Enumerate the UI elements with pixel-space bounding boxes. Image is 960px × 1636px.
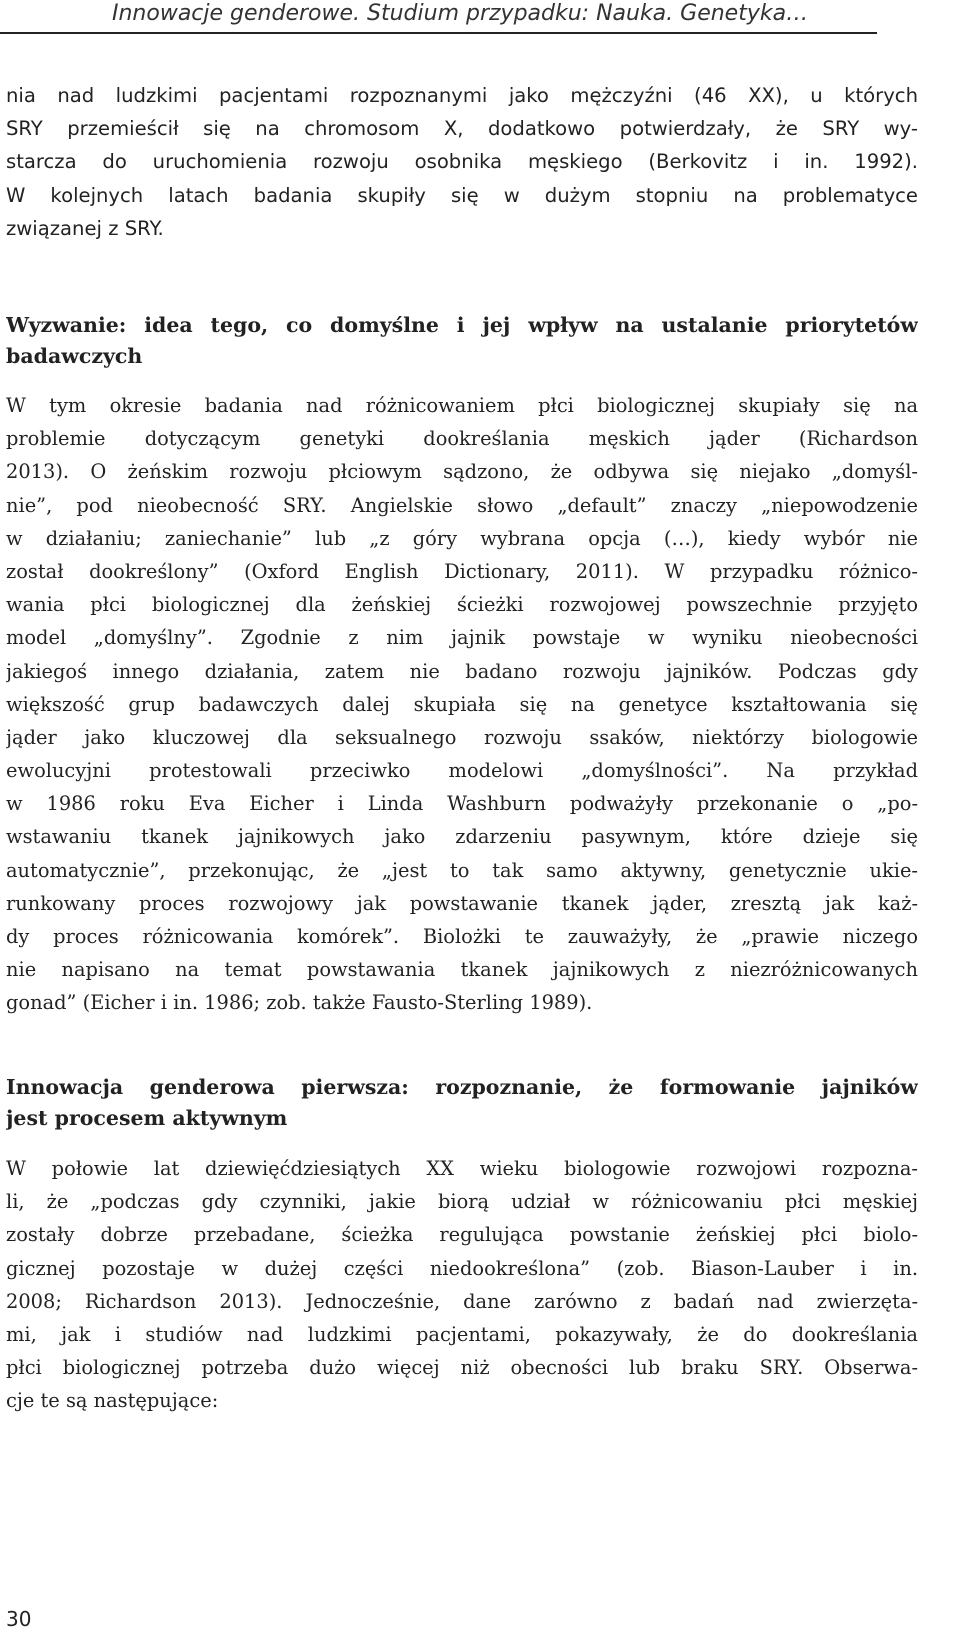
text-line: nie”, pod nieobecność SRY. Angielskie słowo „default” znaczy „niepowodzenie xyxy=(6,493,918,517)
text-line: W połowie lat dziewięćdziesiątych XX wieku biologowie rozwojowi rozpozna- xyxy=(6,1157,918,1180)
text-line: płci biologicznej potrzeba dużo więcej niż obecności lub braku SRY. Obserwa- xyxy=(6,1356,918,1380)
text-line: jąder jako kluczowej dla seksualnego rozwoju ssaków, niektórzy biologowie xyxy=(6,725,918,749)
heading-line: badawczych xyxy=(6,344,143,368)
text-line: runkowany proces rozwojowy jak powstawanie tkanek jąder, zresztą jak każ- xyxy=(6,891,918,915)
text-line: W kolejnych latach badania skupiły się w dużym stopniu na problematyce xyxy=(6,183,918,207)
text-line: SRY przemieścił się na chromosom X, dodatkowo potwierdzały, że SRY wy- xyxy=(6,117,918,141)
heading-line: jest procesem aktywnym xyxy=(6,1106,288,1130)
heading-line: Innowacja genderowa pierwsza: rozpoznanie, że formowanie jajników xyxy=(6,1075,918,1099)
text-line: nie napisano na temat powstawania tkanek jajnikowych z niezróżnicowanych xyxy=(6,958,918,982)
text-line: li, że „podczas gdy czynniki, jakie biorą udział w różnicowaniu płci męskiej xyxy=(6,1190,918,1214)
text-line: starcza do uruchomienia rozwoju osobnika męskiego (Berkovitz i in. 1992). xyxy=(6,150,918,174)
section-body-challenge xyxy=(6,389,918,1020)
text-line: 2008; Richardson 2013). Jednocześnie, dane zarówno z badań nad zwierzęta- xyxy=(6,1289,918,1313)
text-line: ewolucyjni protestowali przeciwko modelowi „domyślności”. Na przykład xyxy=(6,759,918,783)
text-line: zostały dobrze przebadane, ścieżka regulująca powstanie żeńskiej płci biolo- xyxy=(6,1223,918,1247)
text-line: w 1986 roku Eva Eicher i Linda Washburn podważyły przekonanie o „po- xyxy=(6,792,918,816)
text-line: mi, jak i studiów nad ludzkimi pacjentami, pokazywały, że do dookreślania xyxy=(6,1322,918,1346)
text-line: wstawaniu tkanek jajnikowych jako zdarzeniu pasywnym, które dzieje się xyxy=(6,825,918,849)
text-line: model „domyślny”. Zgodnie z nim jajnik powstaje w wyniku nieobecności xyxy=(6,626,918,650)
text-line: większość grup badawczych dalej skupiała się na genetyce kształtowania się xyxy=(6,692,918,716)
text-line: W tym okresie badania nad różnicowaniem płci biologicznej skupiały się na xyxy=(6,394,918,417)
text-line: nia nad ludzkimi pacjentami rozpoznanymi jako mężczyźni (46 XX), u których xyxy=(6,84,918,107)
section-body-innovation xyxy=(6,1152,918,1418)
text-line: związanej z SRY. xyxy=(6,216,164,240)
section-heading-challenge xyxy=(6,310,918,372)
section-heading-innovation xyxy=(6,1072,918,1134)
text-line: gonad” (Eicher i in. 1986; zob. także Fausto-Sterling 1989). xyxy=(6,991,593,1015)
text-line: 2013). O żeńskim rozwoju płciowym sądzono, że odbywa się niejako „domyśl- xyxy=(6,460,918,484)
text-line: dy proces różnicowania komórek”. Biolożki te zauważyły, że „prawie niczego xyxy=(6,925,918,948)
intro-paragraph xyxy=(6,79,918,245)
text-line: problemie dotyczącym genetyki dookreślania męskich jąder (Richardson xyxy=(6,427,918,451)
text-line: automatycznie”, przekonując, że „jest to tak samo aktywny, genetycznie ukie- xyxy=(6,858,918,882)
text-line: cje te są następujące: xyxy=(6,1389,219,1413)
running-header: Innowacje genderowe. Studium przypadku: Nauka. Genetyka… xyxy=(112,1,809,26)
header-rule xyxy=(0,32,877,34)
text-line: wania płci biologicznej dla żeńskiej ścieżki rozwojowej powszechnie przyjęto xyxy=(6,593,918,617)
text-line: jakiegoś innego działania, zatem nie badano rozwoju jajników. Podczas gdy xyxy=(6,659,918,683)
text-line: gicznej pozostaje w dużej części niedookreślona” (zob. Biason-Lauber i in. xyxy=(6,1256,918,1280)
page-number: 30 xyxy=(6,1607,32,1631)
text-line: w działaniu; zaniechanie” lub „z góry wybrana opcja (…), kiedy wybór nie xyxy=(6,526,918,550)
heading-line: Wyzwanie: idea tego, co domyślne i jej wpływ na ustalanie priorytetów xyxy=(6,313,918,337)
text-line: został dookreślony” (Oxford English Dictionary, 2011). W przypadku różnico- xyxy=(6,559,918,583)
